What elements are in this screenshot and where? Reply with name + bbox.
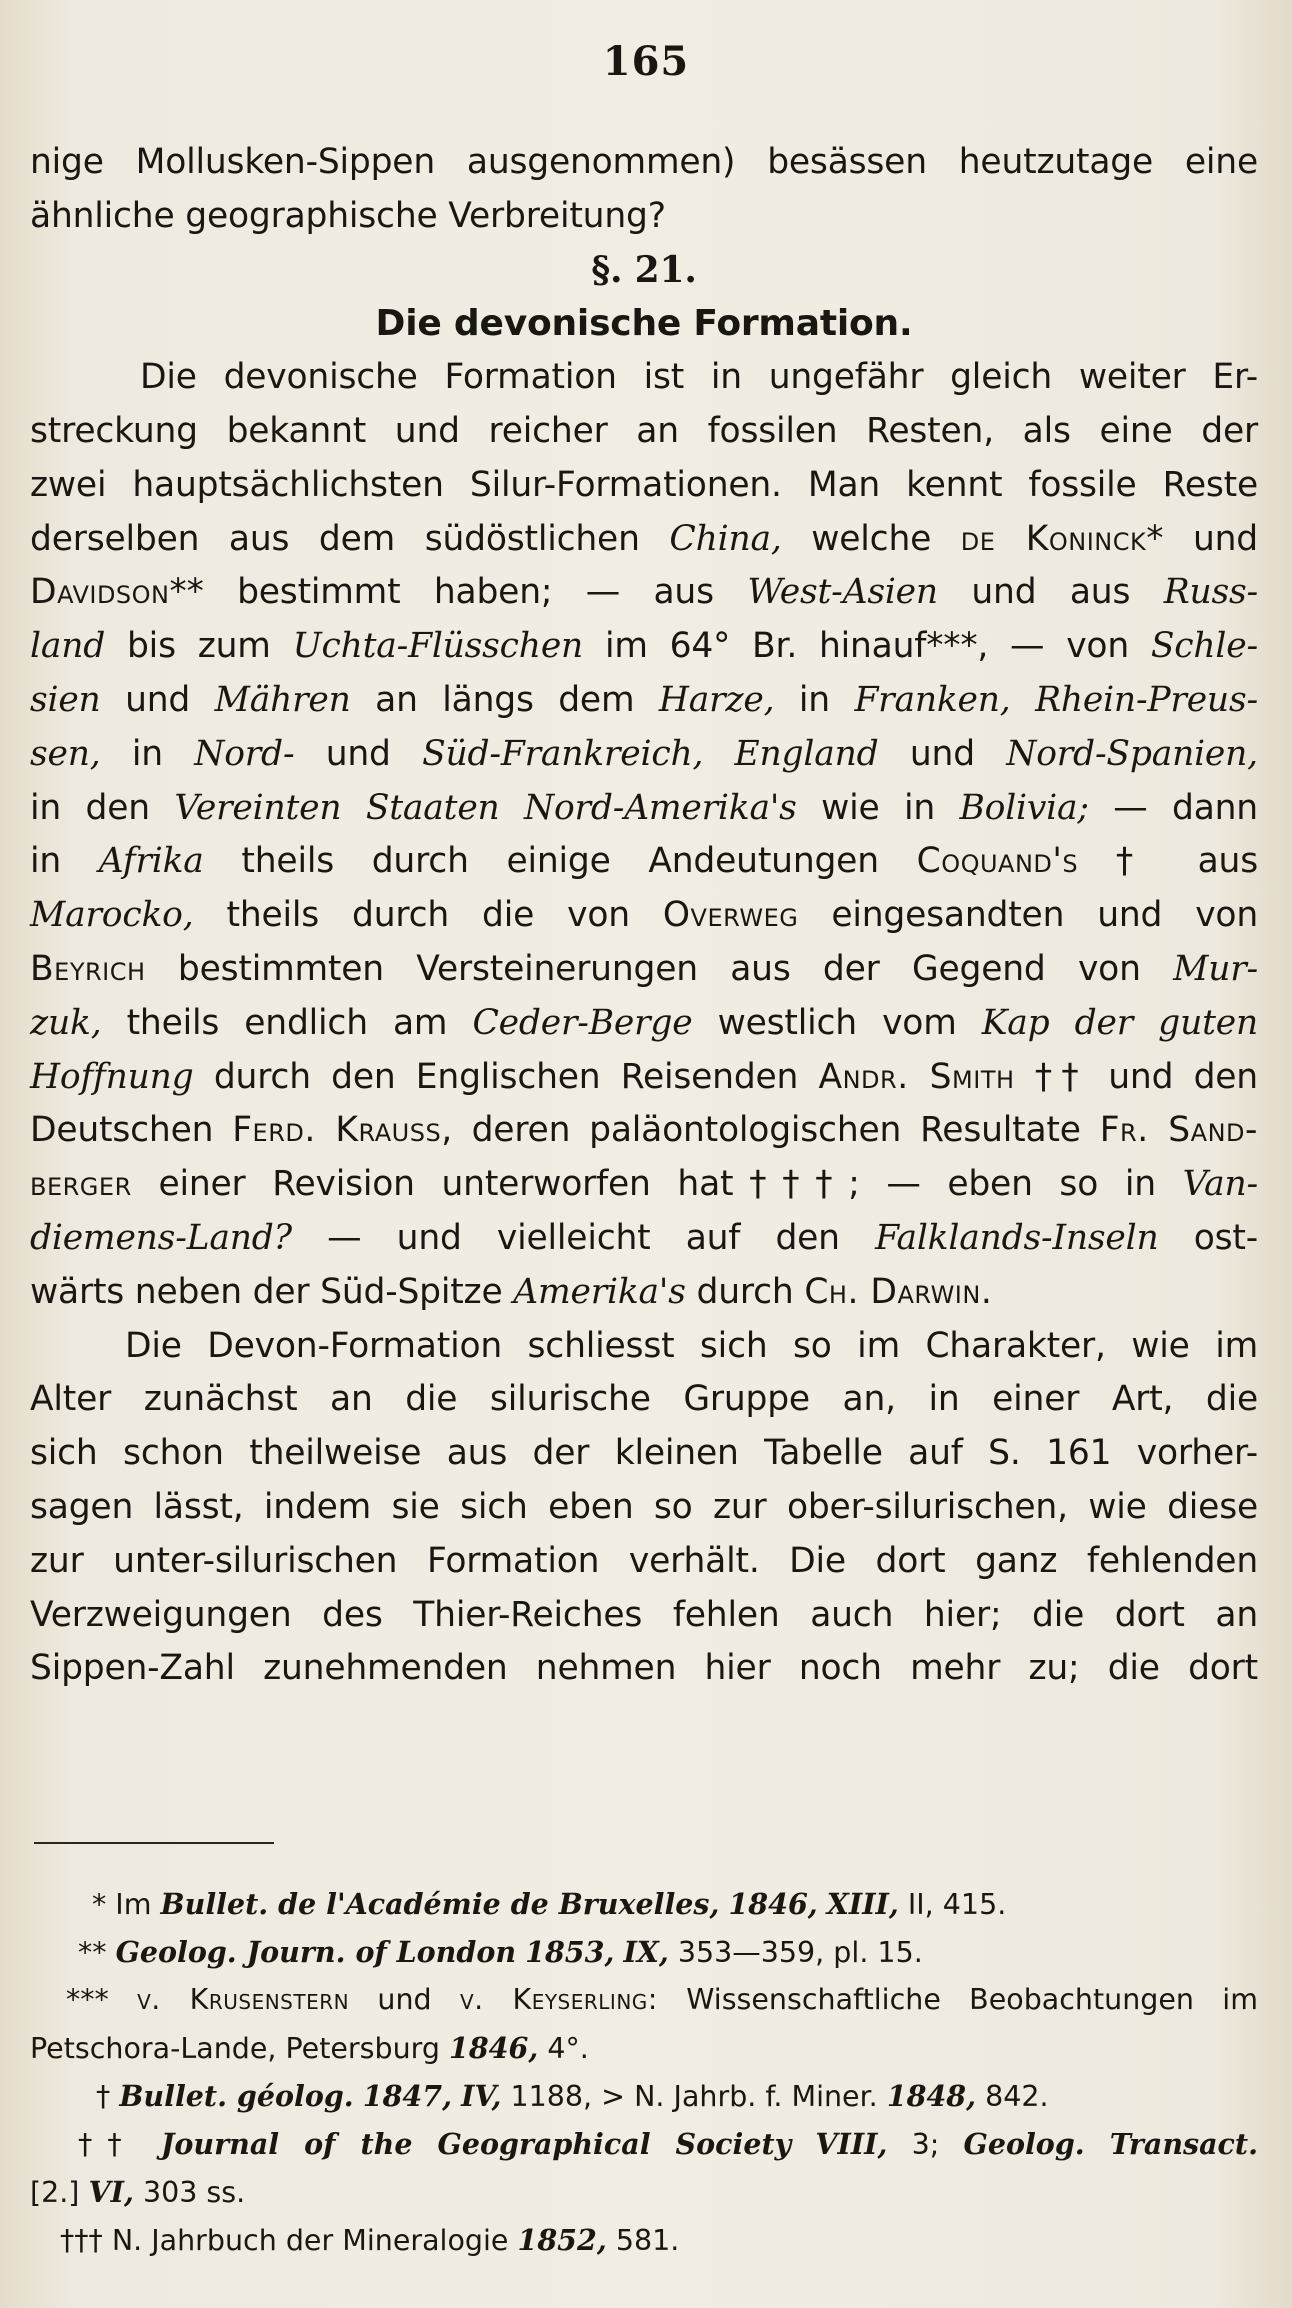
footnotes [30, 1880, 1258, 2264]
text-line: Deutschen Ferd. Krauss, deren paläontologischen Resultate Fr. Sand- [30, 1110, 1258, 1151]
footnote: Petschora-Lande, Petersburg 1846, 4°. [30, 2031, 589, 2065]
text-line: ähnliche geographische Verbreitung? [30, 195, 666, 236]
text-line: Die devonische Formation ist in ungefähr gleich weiter Er- [140, 357, 1258, 398]
footnote: †† Journal of the Geographical Society VIII, 3; Geolog. Transact. [78, 2127, 1258, 2161]
text-line: Beyrich bestimmten Versteinerungen aus der Gegend von Mur- [30, 948, 1258, 989]
text-line: streckung bekannt und reicher an fossilen Resten, als eine der [30, 410, 1258, 451]
footnote: ** Geolog. Journ. of London 1853, IX, 353—359, pl. 15. [78, 1935, 923, 1969]
footnote: [2.] VI, 303 ss. [30, 2175, 246, 2209]
text-line: in Afrika theils durch einige Andeutungen Coquand's † aus [30, 841, 1258, 882]
text-line: Marocko, theils durch die von Overweg eingesandten und von [30, 895, 1258, 936]
main-text [30, 136, 1258, 1696]
footnote: ††† N. Jahrbuch der Mineralogie 1852, 581. [60, 2223, 680, 2257]
text-line: Sippen-Zahl zunehmenden nehmen hier noch mehr zu; die dort [30, 1648, 1258, 1689]
text-line: sich schon theilweise aus der kleinen Tabelle auf S. 161 vorher- [30, 1433, 1258, 1474]
text-line: sien und Mähren an längs dem Harze, in Franken, Rhein-Preus- [30, 679, 1258, 720]
text-line: Hoffnung durch den Englischen Reisenden Andr. Smith †† und den [30, 1056, 1258, 1097]
footnote: † Bullet. géolog. 1847, IV, 1188, > N. Jahrb. f. Miner. 1848, 842. [96, 2079, 1049, 2113]
footnote: *** v. Krusenstern und v. Keyserling: Wissenschaftliche Beobachtungen im [66, 1983, 1258, 2016]
text-line: zwei hauptsächlichsten Silur-Formationen. Man kennt fossile Reste [30, 464, 1258, 505]
text-line: Verzweigungen des Thier-Reiches fehlen auch hier; die dort an [30, 1594, 1258, 1635]
text-line: sen, in Nord- und Süd-Frankreich, England und Nord-Spanien, [30, 733, 1258, 774]
text-line: diemens-Land? — und vielleicht auf den Falklands-Inseln ost- [30, 1217, 1258, 1258]
section-title: Die devonische Formation. [375, 303, 913, 345]
text-line: zuk, theils endlich am Ceder-Berge westlich vom Kap der guten [30, 1002, 1258, 1043]
footnote-rule [34, 1842, 274, 1844]
text-line: nige Mollusken-Sippen ausgenommen) besässen heutzutage eine [30, 142, 1258, 182]
text-line: Die Devon-Formation schliesst sich so im Charakter, wie im [125, 1325, 1258, 1366]
page-number: 165 [602, 38, 690, 85]
text-line: in den Vereinten Staaten Nord-Amerika's wie in Bolivia; — dann [30, 787, 1258, 828]
text-line: derselben aus dem südöstlichen China, welche de Koninck* und [30, 518, 1258, 559]
text-line: Alter zunächst an die silurische Gruppe an, in einer Art, die [30, 1379, 1258, 1420]
footnote: * Im Bullet. de l'Académie de Bruxelles, 1846, XIII, II, 415. [92, 1887, 1007, 1921]
text-line: berger einer Revision unterworfen hat†††; — eben so in Van- [30, 1164, 1258, 1205]
text-line: land bis zum Uchta-Flüsschen im 64° Br. hinauf***, — von Schle- [30, 626, 1258, 667]
text-line: Davidson** bestimmt haben; — aus West-Asien und aus Russ- [30, 572, 1258, 613]
section-number: §. 21. [591, 248, 697, 291]
text-line: sagen lässt, indem sie sich eben so zur ober-silurischen, wie diese [30, 1486, 1258, 1527]
text-line: zur unter-silurischen Formation verhält. Die dort ganz fehlenden [30, 1540, 1258, 1581]
text-line: wärts neben der Süd-Spitze Amerika's durch Ch. Darwin. [30, 1271, 993, 1312]
